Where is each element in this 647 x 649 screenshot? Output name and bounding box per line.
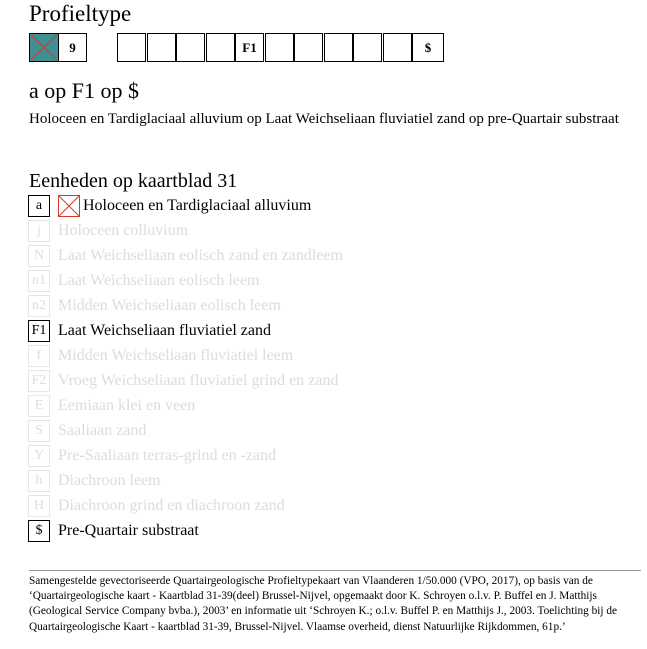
- unit-label: Saaliaan zand: [58, 422, 147, 439]
- profile-layer-cell: $: [412, 33, 444, 62]
- unit-code: n2: [28, 295, 50, 317]
- unit-code: F2: [28, 370, 50, 392]
- unit-row-n1: [28, 270, 638, 292]
- page-title: Profieltype: [29, 1, 132, 26]
- unit-code: j: [28, 220, 50, 242]
- unit-row-E: [28, 395, 638, 417]
- unit-label: Vroeg Weichseliaan fluviatiel grind en zand: [58, 372, 339, 389]
- unit-code: F1: [28, 320, 50, 342]
- profile-layer-cell: [265, 33, 294, 62]
- unit-code: N: [28, 245, 50, 267]
- unit-code: $: [28, 520, 50, 542]
- unit-label: Laat Weichseliaan eolisch zand en zandleem: [58, 247, 343, 264]
- unit-row-S: [28, 420, 638, 442]
- profile-layer-cell: [117, 33, 146, 62]
- unit-row-F1: [28, 320, 638, 342]
- unit-label: Midden Weichseliaan eolisch leem: [58, 297, 281, 314]
- profile-layer-cell: [324, 33, 353, 62]
- unit-row-H: [28, 495, 638, 517]
- unit-row-Y: [28, 445, 638, 467]
- unit-label: Midden Weichseliaan fluviatiel leem: [58, 347, 294, 364]
- unit-code: Y: [28, 445, 50, 467]
- unit-code: H: [28, 495, 50, 517]
- profile-description: Holoceen en Tardiglaciaal alluvium op Laat Weichseliaan fluviatiel zand op pre-Quartair substraat: [29, 111, 619, 127]
- unit-row-a: [28, 195, 638, 217]
- profile-layer-cell: [206, 33, 235, 62]
- profile-layer-cell: [294, 33, 323, 62]
- unit-code: n1: [28, 270, 50, 292]
- unit-label: Pre-Quartair substraat: [58, 522, 199, 539]
- unit-label: Laat Weichseliaan eolisch leem: [58, 272, 260, 289]
- unit-label: Holoceen colluvium: [58, 222, 189, 239]
- unit-row-j: [28, 220, 638, 242]
- unit-label: Laat Weichseliaan fluviatiel zand: [58, 322, 271, 339]
- footer-divider: [29, 570, 641, 571]
- profile-code-heading: a op F1 op $: [29, 78, 139, 103]
- unit-label: Eemiaan klei en veen: [58, 397, 196, 414]
- unit-code: a: [28, 195, 50, 217]
- crossed-box-icon: [58, 195, 80, 217]
- unit-row-substraat: [28, 520, 638, 542]
- profile-layer-cell: [176, 33, 205, 62]
- unit-code: h: [28, 470, 50, 492]
- unit-code: S: [28, 420, 50, 442]
- units-heading: Eenheden op kaartblad 31: [29, 170, 238, 192]
- profile-swatch: [29, 33, 59, 62]
- unit-label: Holoceen en Tardiglaciaal alluvium: [83, 197, 312, 214]
- unit-label: Pre-Saaliaan terras-grind en -zand: [58, 447, 277, 464]
- profile-code-cell: 9: [58, 33, 87, 62]
- unit-row-f: [28, 345, 638, 367]
- source-citation: Samengestelde gevectoriseerde Quartairgeologische Profieltypekaart van Vlaanderen 1/50.000 (VPO, 2017), op basis van de ‘Quartairgeologische kaart - Kaartblad 31-39(deel) Brussel-Nijvel, opgemaakt door K. Schroyen o.l.v. P. Buffel en J. Matthijs (Geological Service Company bvba.), 2003’ en informatie uit ‘Schroyen K.; o.l.v. Buffel P. en Matthijs J., 2003. Toelichting bij de Quartairgeologische Kaart - kaartblad 31-39, Brussel-Nijvel. Vlaamse overheid, dienst Natuurlijke Rijkdommen, 61p.’: [29, 575, 618, 633]
- profile-layer-cell: [147, 33, 176, 62]
- unit-label: Diachroon grind en diachroon zand: [58, 497, 285, 514]
- profile-layer-cell: F1: [235, 33, 264, 62]
- unit-label: Diachroon leem: [58, 472, 161, 489]
- profile-layer-cell: [383, 33, 412, 62]
- unit-code: f: [28, 345, 50, 367]
- crossed-box-icon: [30, 34, 58, 61]
- profile-layer-cell: [353, 33, 382, 62]
- unit-row-n2: [28, 295, 638, 317]
- unit-code: E: [28, 395, 50, 417]
- unit-row-N: [28, 245, 638, 267]
- unit-row-F2: [28, 370, 638, 392]
- unit-row-h: [28, 470, 638, 492]
